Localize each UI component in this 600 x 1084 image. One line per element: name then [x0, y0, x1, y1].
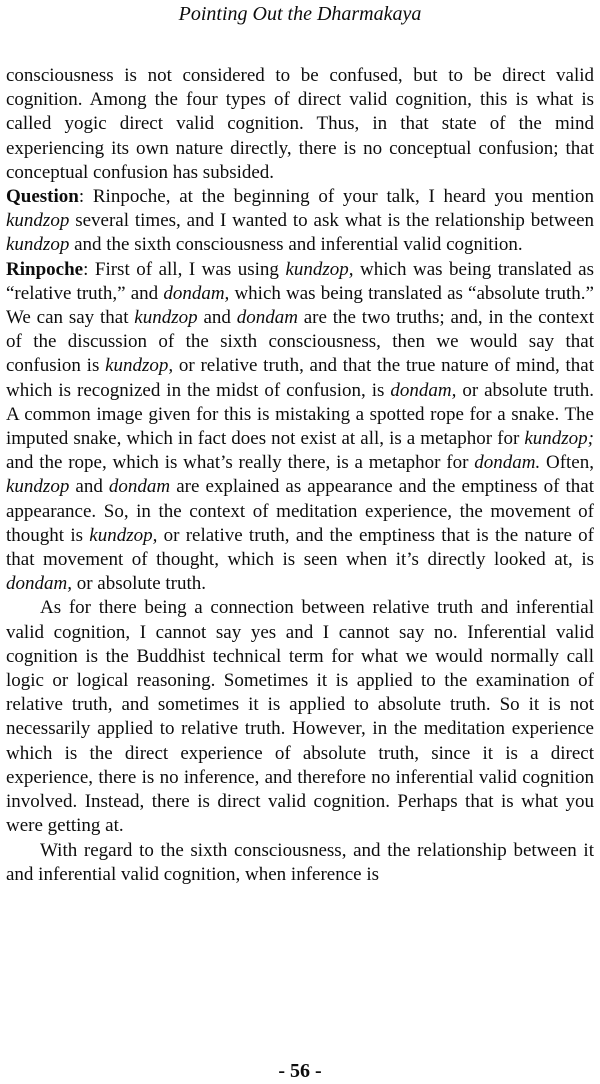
text-run: which was being translated as “relative truth,” and — [6, 258, 594, 304]
text-run: consciousness is not considered to be confused, but to be direct valid cognition. Among the four types of direct valid cognition, this is what is called yogic direct valid cognition. Thus, in that state of the mind experiencing its own nature directly, there is no conceptual confusion; that conceptual confusion has subsided. — [6, 65, 594, 183]
running-title: Pointing Out the Dharmakaya — [178, 3, 422, 25]
italic-term: dondam, — [163, 282, 230, 304]
text-run: With regard to the sixth consciousness, and the relationship between it and inferential valid cognition, when inference is — [6, 839, 594, 885]
page-number: - 56 - — [278, 1060, 322, 1082]
text-run: several times, and I wanted to ask what is the relationship between — [69, 210, 594, 232]
paragraph — [6, 839, 594, 887]
italic-term: dondam — [108, 476, 171, 498]
paragraph-question — [6, 185, 594, 258]
text-run: As for there being a connection between relative truth and inferential valid cognition, I cannot say yes and I cannot say no. Inferential valid cognition is the Buddhist technical term for what we would normally call logic or logical reasoning. Sometimes it is applied to the examination of relative truth, and sometimes it is applied to absolute truth. So it is not necessarily applied to relative truth. However, in the meditation experience which is the direct experience of absolute truth, since it is a direct experience, there is no inference, and therefore no inferential valid cognition involved. Instead, there is direct valid cognition. Perhaps that is what you were getting at. — [6, 597, 594, 837]
paragraph — [6, 596, 594, 838]
text-run: and — [197, 307, 237, 329]
paragraph — [6, 64, 594, 185]
italic-term: kundzop — [6, 210, 70, 232]
text-run: or absolute truth. — [71, 573, 207, 595]
italic-term: kundzop; — [524, 428, 594, 450]
text-run: and — [69, 476, 109, 498]
italic-term: dondam, — [390, 379, 457, 401]
text-run: are explained as appearance and the emptiness of that appearance. So, in the context of meditation experience, the movement of thought is — [6, 476, 594, 546]
italic-term: kundzop, — [105, 355, 174, 377]
italic-term: kundzop — [6, 234, 70, 256]
italic-term: dondam, — [6, 573, 72, 595]
italic-term: kundzop — [134, 307, 198, 329]
paragraph-answer — [6, 258, 594, 597]
text-run: : First of all, I was using — [83, 258, 286, 280]
text-run: or absolute truth. A common image given for this is mistaking a spotted rope for a snake. The imputed snake, which in fact does not exist at all, is a metaphor for — [6, 379, 594, 450]
text-run: or relative truth, and the emptiness that is the nature of that movement of thought, which is seen when it’s directly looked at, is — [6, 524, 594, 571]
italic-term: dondam. — [474, 452, 541, 474]
speaker-label: Question — [6, 186, 79, 208]
speaker-label: Rinpoche — [6, 258, 84, 280]
text-run: : Rinpoche, at the beginning of your talk, I heard you mention — [78, 186, 594, 208]
text-run: which was being translated as “absolute truth.” We can say that — [6, 282, 594, 329]
body-text — [6, 64, 594, 887]
text-run: Often, — [540, 452, 594, 474]
text-run: or relative truth, and that the true nature of mind, that which is recognized in the midst of confusion, is — [6, 355, 595, 401]
italic-term: kundzop — [6, 476, 70, 498]
text-run: are the two truths; and, in the context of the discussion of the sixth consciousness, then we would say that confusion is — [6, 307, 595, 377]
text-run: and the rope, which is what’s really there, is a metaphor for — [6, 452, 475, 474]
text-run: and the sixth consciousness and inferential valid cognition. — [69, 234, 523, 256]
italic-term: kundzop, — [89, 524, 158, 546]
italic-term: dondam — [236, 307, 298, 329]
italic-term: kundzop, — [285, 258, 354, 280]
